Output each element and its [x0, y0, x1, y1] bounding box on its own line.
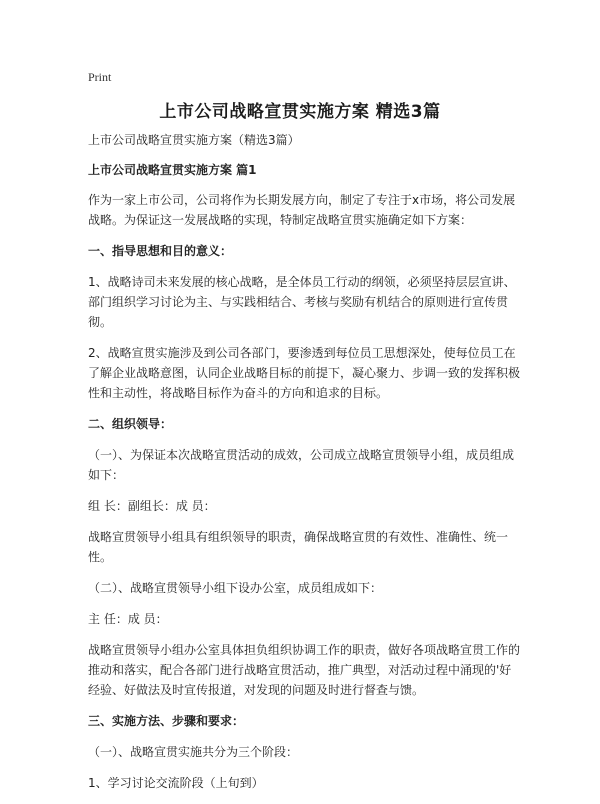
intro-paragraph: 作为一家上市公司，公司将作为长期发展方向，制定了专注于x市场，将公司发展战略。为保证这一发展战略的实现，特制定战略宣贯实施确定如下方案： — [88, 193, 516, 227]
heading-organization: 二、组织领导： — [88, 417, 173, 431]
implementation-stage-1: 1、学习讨论交流阶段（上旬到） — [88, 776, 264, 790]
leader-group-members: 组 长：副组长：成 员： — [88, 499, 216, 513]
leader-group-duties: 战略宣贯领导小组具有组织领导的职责，确保战略宣贯的有效性、准确性、统一性。 — [88, 530, 509, 564]
principle-paragraph-2: 2、战略宣贯实施涉及到公司各部门，要渗透到每位员工思想深处，使每位员工在了解企业战略意图，认同企业战略目标的前提下，凝心聚力、步调一致的发挥积极性和主动性，将战略目标作为奋斗的方向和追求的目标。 — [88, 346, 521, 400]
principle-paragraph-1: 1、战略诗司未来发展的核心战略，是全体员工行动的纲领，必须坚持层层宣讲、部门组织学习讨论为主、与实践相结合、考核与奖励有机结合的原则进行宣传贯彻。 — [88, 275, 516, 329]
office-members: 主 任：成 员： — [88, 612, 168, 626]
document-body — [88, 130, 520, 804]
heading-guiding-principles: 一、指导思想和目的意义： — [88, 244, 233, 258]
office-duties: 战略宣贯领导小组办公室具体担负组织协调工作的职责，做好各项战略宣贯工作的推动和落实，配合各部门进行战略宣贯活动，推广典型，对活动过程中涌现的'好经验、好做法及时宣传报道，对发现的问题及时进行督查与馈。 — [88, 643, 521, 697]
document-title: 上市公司战略宣贯实施方案 精选3篇 — [159, 102, 441, 122]
heading-implementation: 三、实施方法、步骤和要求： — [88, 714, 245, 728]
section-title: 上市公司战略宣贯实施方案 篇1 — [88, 163, 257, 177]
organization-paragraph-2: （二）、战略宣贯领导小组下设办公室，成员组成如下： — [88, 581, 383, 595]
implementation-paragraph-1: （一）、战略宣贯实施共分为三个阶段： — [88, 745, 299, 759]
document-subtitle: 上市公司战略宣贯实施方案（精选3篇） — [88, 133, 300, 147]
organization-paragraph-1: （一）、为保证本次战略宣贯活动的成效，公司成立战略宣贯领导小组，成员组成如下： — [88, 448, 515, 482]
print-label: Print — [88, 70, 112, 84]
